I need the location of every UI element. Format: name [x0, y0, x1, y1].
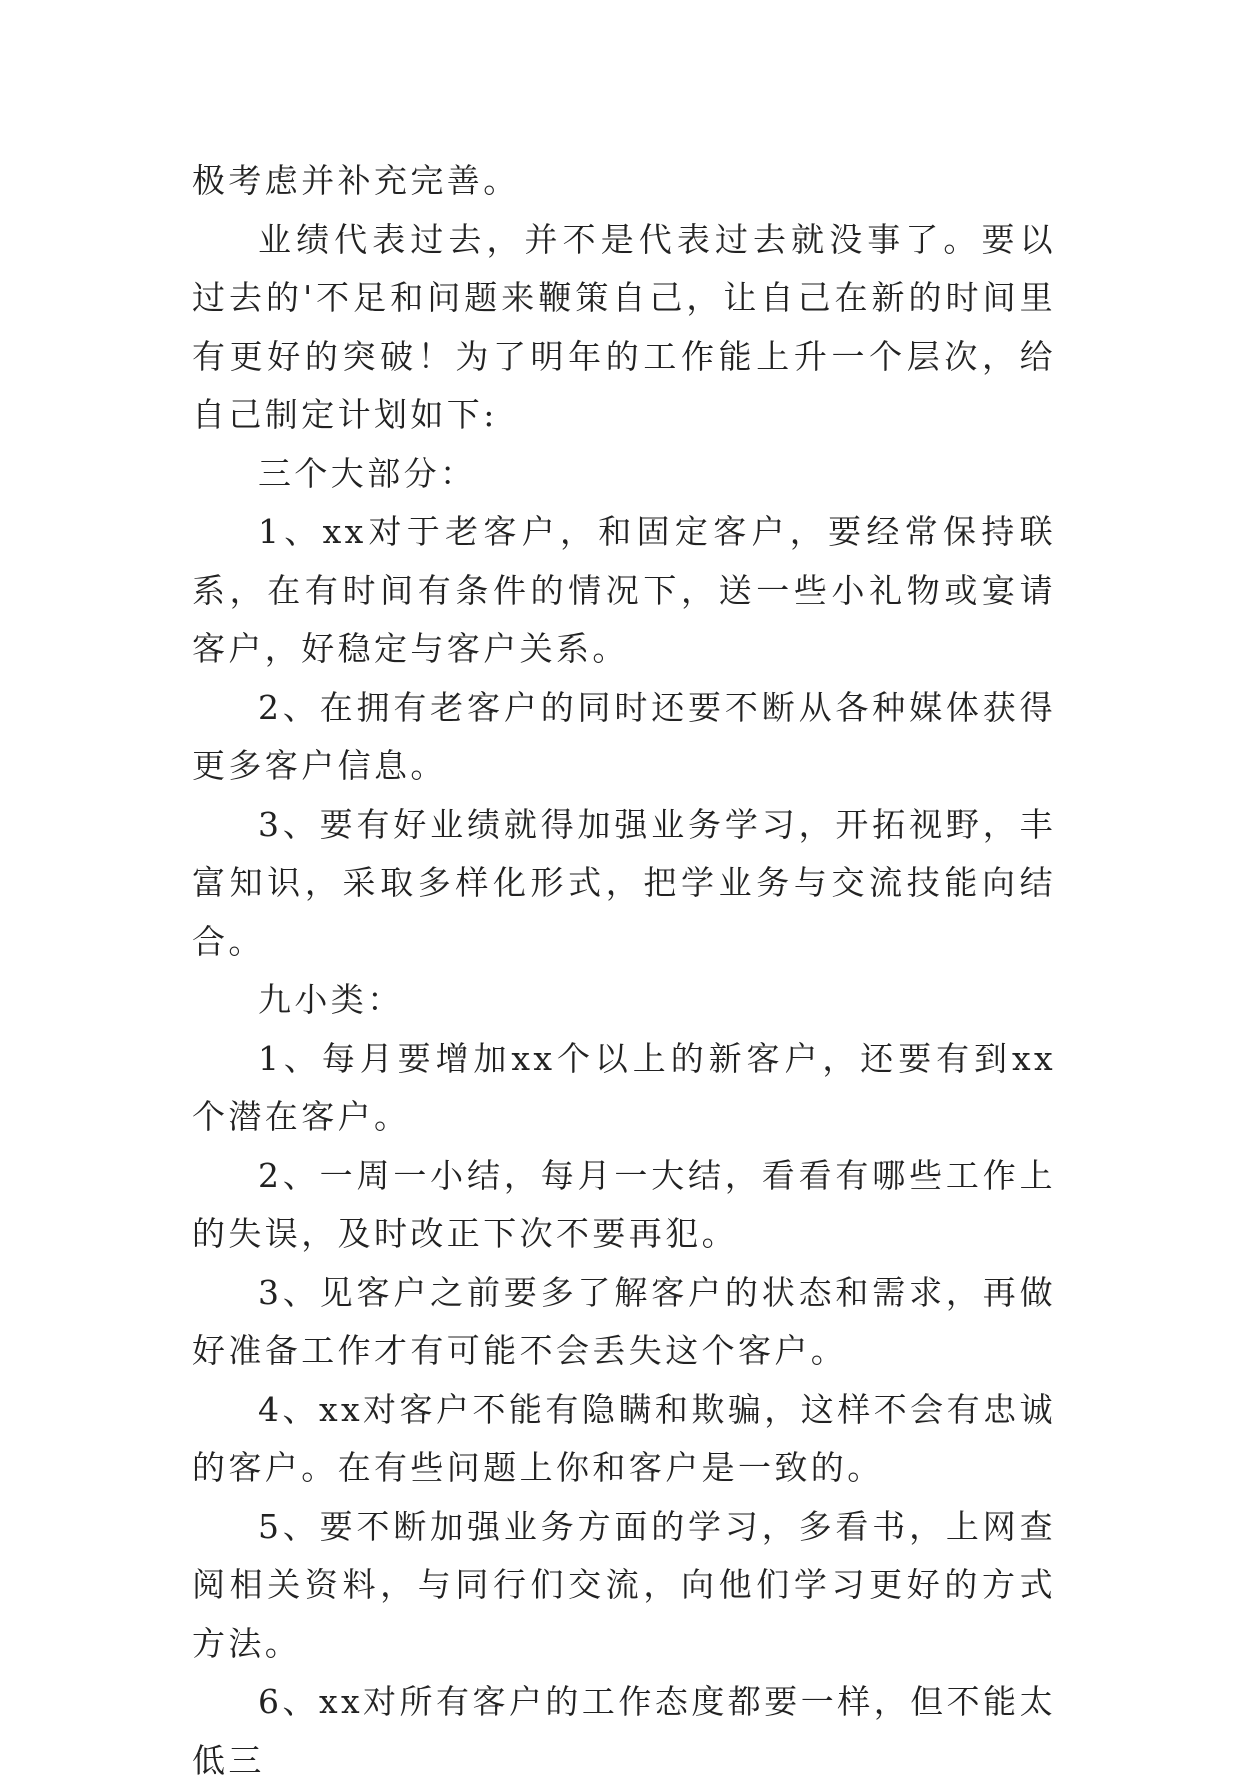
list-item: 4、xx对客户不能有隐瞒和欺骗，这样不会有忠诚的客户。在有些问题上你和客户是一致的。	[192, 1389, 1056, 1487]
paragraph-1: 极考虑并补充完善。	[192, 161, 520, 200]
list-item: 5、要不断加强业务方面的学习，多看书，上网查阅相关资料，与同行们交流，向他们学习更好的方式方法。	[192, 1506, 1056, 1663]
paragraph-2: 业绩代表过去，并不是代表过去就没事了。要以过去的'不足和问题来鞭策自己，让自己在新的时间里有更好的突破！为了明年的工作能上升一个层次，给自己制定计划如下:	[192, 219, 1056, 434]
list-item: 6、xx对所有客户的工作态度都要一样，但不能太低三	[192, 1682, 1056, 1780]
list-item: 2、在拥有老客户的同时还要不断从各种媒体获得更多客户信息。	[192, 687, 1056, 785]
list-item: 3、要有好业绩就得加强业务学习，开拓视野，丰富知识，采取多样化形式，把学业务与交流技能向结合。	[192, 804, 1056, 961]
section-heading-nine-items: 九小类：	[258, 980, 404, 1019]
section-heading-three-parts: 三个大部分：	[258, 453, 477, 493]
list-item: 1、xx对于老客户，和固定客户，要经常保持联系，在有时间有条件的情况下，送一些小礼物或宴请客户，好稳定与客户关系。	[192, 512, 1056, 668]
list-item: 3、见客户之前要多了解客户的状态和需求，再做好准备工作才有可能不会丢失这个客户。	[192, 1272, 1056, 1370]
list-item: 1、每月要增加xx个以上的新客户，还要有到xx个潜在客户。	[192, 1038, 1056, 1136]
document-body	[192, 152, 1056, 1790]
list-item: 2、一周一小结，每月一大结，看看有哪些工作上的失误，及时改正下次不要再犯。	[192, 1155, 1056, 1253]
